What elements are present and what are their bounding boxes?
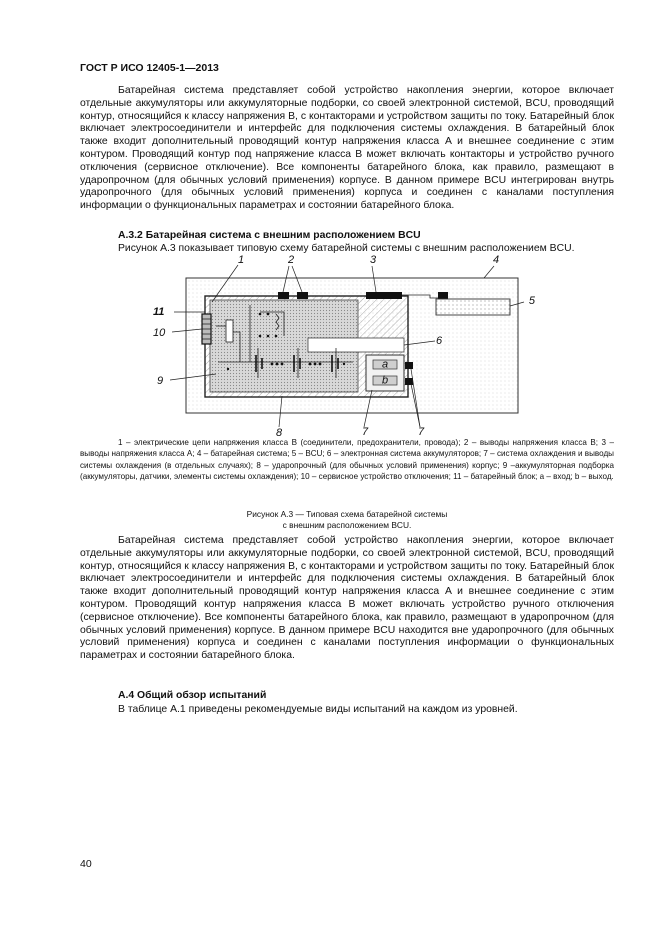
page-header: ГОСТ Р ИСО 12405-1—2013 (80, 62, 219, 74)
body-paragraph-1: Батарейная система представляет собой устройство накопления энергии, которое включает отдельные аккумуляторы или аккумуляторные подборки, со своей электронной системой, BCU, проводящий контур, относящийся к классу напряжения B, с контакторами и устройством защиты по току. Батарейный блок включает электросоединители и интерфейс для подключения системы охлаждения. В батарейный блок также входит дополнительный проводящий контур напряжения класса A и внешнее соединение с этим контуром. Проводящий контур под напряжение класса B может включать контакторы и устройство ручного отключения (сервисное отключение). Все компоненты батарейного блока, как правило, размещают в ударопрочном (для обычных условий применения) корпусе. В данном примере BCU интегрирован внутрь ударопрочного (для обычных условий применения) корпуса и соединен с каналами поступления информации о функциональных параметрах и состоянии батарейного блока. (80, 85, 614, 212)
class-b-terminal-2 (297, 292, 308, 299)
page-number: 40 (80, 858, 92, 870)
callout-7b: 7 (418, 426, 425, 438)
port-label-b: b (382, 374, 389, 387)
figure-intro-text: Рисунок А.3 показывает типовую схему батарейной системы с внешним расположением BCU. (118, 243, 575, 254)
callout-11: 11 (153, 306, 165, 318)
battery-system-diagram (148, 252, 533, 440)
callout-2: 2 (288, 254, 295, 266)
section-heading-a32: А.3.2 Батарейная система с внешним расположением BCU (118, 230, 421, 241)
figure-caption-line-2: с внешним расположением BCU. (282, 519, 412, 530)
callout-8: 8 (276, 427, 283, 439)
section-a4-text: В таблице А.1 приведены рекомендуемые виды испытаний на каждом из уровней. (118, 704, 518, 715)
callout-6: 6 (436, 335, 443, 347)
class-a-terminal (366, 292, 402, 299)
body-paragraph-2: Батарейная система представляет собой устройство накопления энергии, которое включает отдельные аккумуляторы или аккумуляторные подборки, со своей электронной системой, BCU, проводящий контур, относящийся к классу напряжения B, с контакторами и устройством защиты по току. Батарейный блок включает электросоединители и интерфейс для подключения системы охлаждения. В батарейный блок также входит дополнительный проводящий контур напряжения класса A и внешнее соединение с этим контуром. Проводящий контур напряжения класса B может включать устройство ручного отключения (сервисное отключение). Все компоненты батарейного блока, как правило, размещают в ударопрочном (для обычных условий применения) корпусе. В данном примере BCU находится вне ударопрочного (для обычных условий применения) корпуса и соединен с каналами поступления информации о функциональных параметрах и состоянии батарейного блока. (80, 535, 614, 662)
callout-1: 1 (238, 254, 245, 266)
bcu-box (436, 299, 510, 315)
port-label-a: a (382, 358, 389, 371)
callout-7a: 7 (362, 426, 369, 438)
callout-10: 10 (153, 327, 166, 339)
section-heading-a4: А.4 Общий обзор испытаний (118, 690, 267, 701)
cell-electronics-strip (308, 338, 404, 352)
callout-9: 9 (157, 375, 164, 387)
callout-5: 5 (528, 295, 535, 307)
figure-caption (80, 509, 614, 530)
callout-4: 4 (493, 254, 500, 266)
figure-legend: 1 – электрические цепи напряжения класса B (соединители, предохранители, провода); 2 – выводы напряжения класса B; 3 – выводы напряжения класса A; 4 – батарейная система; 5 – BCU; 6 – электронная система аккумуляторов; 7 – система охлаждения и выводы системы охлаждения (в отдельных случаях); 8 – ударопрочный (для обычных условий применения) корпус; 9 –аккумуляторная подборка (аккумуляторы, датчики, элементы системы охлаждения); 10 – сервисное устройство отключения; 11 – батарейный блок; a – вход; b – выход. (80, 438, 614, 481)
figure-caption-line-1: Рисунок А.3 — Типовая схема батарейной системы (246, 509, 448, 519)
class-b-terminal-1 (278, 292, 289, 299)
callout-3: 3 (370, 254, 377, 266)
